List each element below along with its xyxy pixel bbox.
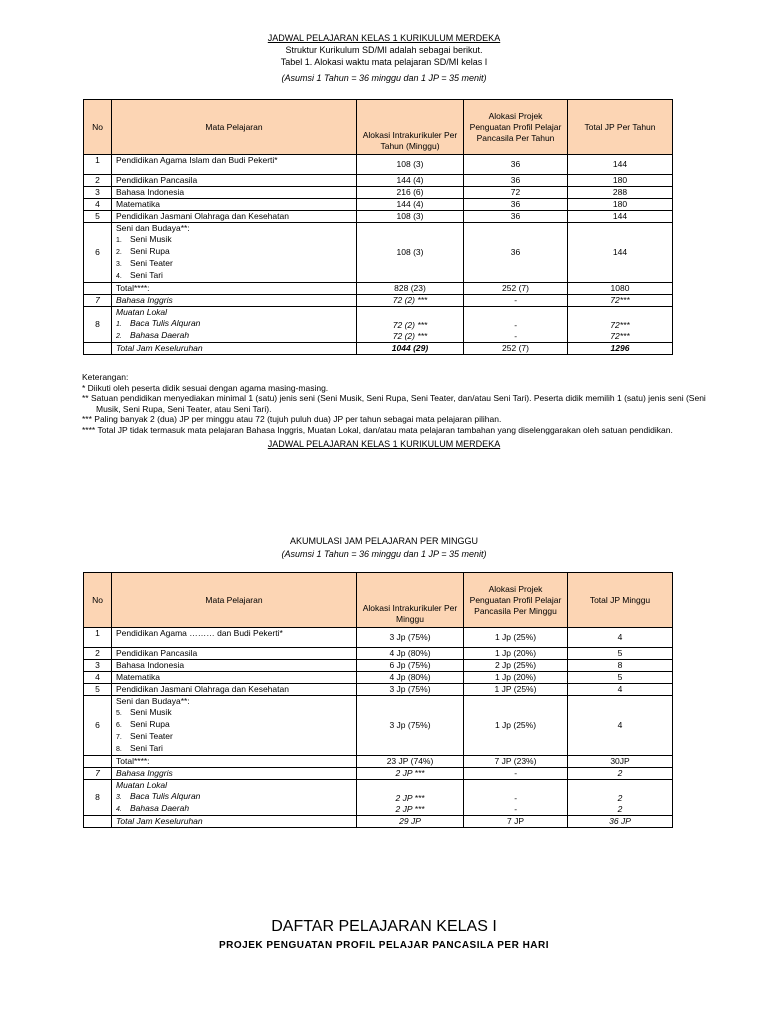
lokal-intra: 2 JP *** 2 JP *** [357,780,464,816]
seni-title: Seni dan Budaya**: [116,223,190,233]
row-projek: 36 [464,155,568,175]
notes-heading: Keterangan: [82,372,129,382]
list-item: 2. Seni Rupa [116,246,170,256]
row-intra: 144 (4) [357,199,464,211]
annual-allocation-table [83,99,673,355]
row-subject: Bahasa Inggris [112,295,357,307]
table-row-subtotal [84,756,673,768]
col-projek: Alokasi Projek Penguatan Profil Pelajar Pancasila Per Minggu [464,573,568,628]
row-no: 3 [84,187,112,199]
list-item: 8. Seni Tari [116,743,163,753]
row-intra: 144 (4) [357,175,464,187]
row-total: 8 [568,660,673,672]
table-row [84,660,673,672]
grand-intra: 29 JP [357,816,464,828]
row-no: 8 [84,780,112,816]
notes [82,372,762,435]
list-item: 4. Seni Tari [116,270,163,280]
col-total: Total JP Per Tahun [568,100,673,155]
row-intra: 4 Jp (80%) [357,672,464,684]
table-row-grand-total [84,343,673,355]
row-no: 7 [84,768,112,780]
row-total: 2 [568,768,673,780]
col-no: No [84,573,112,628]
list-item: 7. Seni Teater [116,731,173,741]
row-intra: 108 (3) [357,155,464,175]
row-intra: 216 (6) [357,187,464,199]
table-row [84,199,673,211]
row-projek: 36 [464,199,568,211]
grand-label: Total Jam Keseluruhan [112,343,357,355]
row-total: 288 [568,187,673,199]
row-subject: Pendidikan Jasmani Olahraga dan Kesehatan [112,684,357,696]
row-intra: 3 Jp (75%) [357,628,464,648]
row-subject: Pendidikan Pancasila [112,175,357,187]
row-total: 144 [568,211,673,223]
row-subject: Bahasa Indonesia [112,660,357,672]
lokal-intra: 72 (2) *** 72 (2) *** [357,307,464,343]
table-row [84,175,673,187]
table-caption: Tabel 1. Alokasi waktu mata pelajaran SD/MI kelas I [280,57,488,67]
row-no: 3 [84,660,112,672]
row-intra: 2 JP *** [357,768,464,780]
row-total: 4 [568,628,673,648]
row-no: 5 [84,684,112,696]
row-total: 144 [568,223,673,283]
row-projek: 72 [464,187,568,199]
col-no: No [84,100,112,155]
row-subject: Matematika [112,672,357,684]
row-subject: Pendidikan Agama Islam dan Budi Pekerti* [112,155,357,175]
row-no: 4 [84,199,112,211]
list-item: 5. Seni Musik [116,707,172,717]
row-intra: 3 Jp (75%) [357,696,464,756]
lokal-total: 2 2 [568,780,673,816]
row-no: 8 [84,307,112,343]
section2-title: AKUMULASI JAM PELAJARAN PER MINGGU [289,536,479,546]
table-row-seni [84,696,673,756]
grand-label: Total Jam Keseluruhan [112,816,357,828]
grand-total: 1296 [568,343,673,355]
seni-title: Seni dan Budaya**: [116,696,190,706]
row-projek: - [464,295,568,307]
list-item: 1. Baca Tulis Alquran [116,318,201,328]
section2-assumption: (Asumsi 1 Tahun = 36 minggu dan 1 JP = 35 menit) [281,549,487,559]
table-row-seni [84,223,673,283]
row-projek: 1 Jp (25%) [464,696,568,756]
row-intra: 6 Jp (75%) [357,660,464,672]
grand-total: 36 JP [568,816,673,828]
row-projek: 1 JP (25%) [464,684,568,696]
lokal-cell [112,307,357,343]
note-3: *** Paling banyak 2 (dua) JP per minggu atau 72 (tujuh puluh dua) JP per tahun sebagai mata pelajaran pilihan. [82,414,502,424]
footer-title: DAFTAR PELAJARAN KELAS I [271,918,497,935]
col-projek: Alokasi Projek Penguatan Profil Pelajar Pancasila Per Tahun [464,100,568,155]
note-1: * Diikuti oleh peserta didik sesuai dengan agama masing-masing. [82,382,329,393]
row-total: 4 [568,696,673,756]
grand-projek: 252 (7) [464,343,568,355]
subtotal-projek: 7 JP (23%) [464,756,568,768]
repeat-title: JADWAL PELAJARAN KELAS 1 KURIKULUM MERDEKA [267,439,501,449]
row-no: 6 [84,696,112,756]
list-item: 3. Baca Tulis Alquran [116,791,201,801]
table-row-lokal [84,307,673,343]
col-subject: Mata Pelajaran [112,573,357,628]
row-total: 72*** [568,295,673,307]
row-subject: Pendidikan Pancasila [112,648,357,660]
doc-title: JADWAL PELAJARAN KELAS 1 KURIKULUM MERDEKA [267,33,501,43]
lokal-projek: - - [464,307,568,343]
note-2: ** Satuan pendidikan menyediakan minimal 1 (satu) jenis seni (Seni Musik, Seni Rupa, Seni Teater, dan/atau Seni Tari). Peserta didik memilih 1 (satu) jenis seni (Seni [82,393,706,403]
table-row [84,187,673,199]
table-row-grand-total [84,816,673,828]
row-projek: 36 [464,223,568,283]
row-subject: Bahasa Indonesia [112,187,357,199]
row-no: 5 [84,211,112,223]
row-total: 180 [568,199,673,211]
table-row [84,155,673,175]
table-row [84,628,673,648]
row-no: 1 [84,155,112,175]
list-item: 6. Seni Rupa [116,719,170,729]
subtotal-label: Total****: [112,283,357,295]
subtotal-label: Total****: [112,756,357,768]
table-row-subtotal [84,283,673,295]
grand-intra: 1044 (29) [357,343,464,355]
table-row [84,684,673,696]
seni-cell [112,223,357,283]
row-projek: 1 Jp (25%) [464,628,568,648]
row-projek: 1 Jp (20%) [464,648,568,660]
row-subject: Pendidikan Jasmani Olahraga dan Kesehatan [112,211,357,223]
subtotal-intra: 23 JP (74%) [357,756,464,768]
col-total: Total JP Minggu [568,573,673,628]
row-projek: 2 Jp (25%) [464,660,568,672]
row-total: 4 [568,684,673,696]
seni-cell [112,696,357,756]
row-no: 2 [84,648,112,660]
table-row [84,295,673,307]
row-total: 5 [568,672,673,684]
list-item: 2. Bahasa Daerah [116,330,190,340]
row-total: 144 [568,155,673,175]
row-no: 6 [84,223,112,283]
lokal-cell [112,780,357,816]
row-subject: Matematika [112,199,357,211]
row-intra: 108 (3) [357,223,464,283]
row-projek: 36 [464,175,568,187]
row-projek: 36 [464,211,568,223]
row-no: 7 [84,295,112,307]
table-row [84,211,673,223]
row-no: 1 [84,628,112,648]
subtotal-intra: 828 (23) [357,283,464,295]
row-projek: 1 Jp (20%) [464,672,568,684]
row-intra: 72 (2) *** [357,295,464,307]
weekly-allocation-table [83,572,673,828]
col-intra: Alokasi Intrakurikuler Per Tahun (Minggu) [357,100,464,155]
lokal-projek: - - [464,780,568,816]
row-intra: 108 (3) [357,211,464,223]
lokal-total: 72*** 72*** [568,307,673,343]
col-subject: Mata Pelajaran [112,100,357,155]
lokal-title: Muatan Lokal [116,307,168,317]
lokal-title: Muatan Lokal [116,780,168,790]
subtotal-total: 30JP [568,756,673,768]
list-item: 4. Bahasa Daerah [116,803,190,813]
table-row [84,768,673,780]
table-row [84,648,673,660]
row-no: 4 [84,672,112,684]
note-4: **** Total JP tidak termasuk mata pelajaran Bahasa Inggris, Muatan Lokal, dan/atau mata pelajaran tambahan yang diselenggarakan oleh satuan pendidikan. [82,424,673,435]
row-total: 5 [568,648,673,660]
subtotal-projek: 252 (7) [464,283,568,295]
col-intra: Alokasi Intrakurikuler Per Minggu [357,573,464,628]
row-projek: - [464,768,568,780]
grand-projek: 7 JP [464,816,568,828]
note-2-cont: Musik, Seni Rupa, Seni Teater, atau Seni Tari). [96,403,272,414]
row-intra: 4 Jp (80%) [357,648,464,660]
table-row-lokal [84,780,673,816]
row-subject: Pendidikan Agama ……… dan Budi Pekerti* [112,628,357,648]
subtotal-total: 1080 [568,283,673,295]
row-total: 180 [568,175,673,187]
row-no: 2 [84,175,112,187]
assumption-note: (Asumsi 1 Tahun = 36 minggu dan 1 JP = 35 menit) [281,73,487,83]
row-subject: Bahasa Inggris [112,768,357,780]
list-item: 1. Seni Musik [116,234,172,244]
intro-line: Struktur Kurikulum SD/MI adalah sebagai berikut. [285,45,483,55]
list-item: 3. Seni Teater [116,258,173,268]
table-row [84,672,673,684]
footer-subtitle: PROJEK PENGUATAN PROFIL PELAJAR PANCASILA PER HARI [218,940,550,951]
row-intra: 3 Jp (75%) [357,684,464,696]
